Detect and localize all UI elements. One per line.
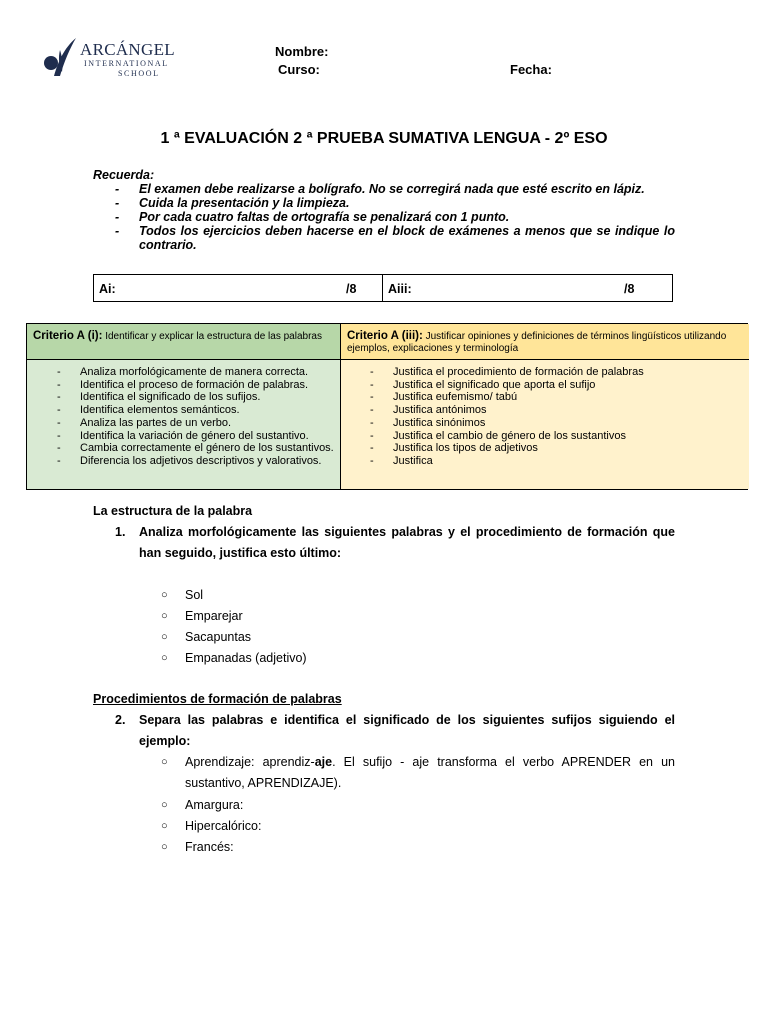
list-item-text: Justifica xyxy=(393,454,433,467)
list-item: - Diferencia los adjetivos descriptivos y valorativos. xyxy=(57,454,322,467)
arcangel-logo-icon xyxy=(40,36,80,78)
list-item-text: Identifica la variación de género del sustantivo. xyxy=(80,429,309,442)
list-item-text: Emparejar xyxy=(185,609,243,623)
criteria-right-list xyxy=(341,366,749,468)
list-item-text: Por cada cuatro faltas de ortografía se penalizará con 1 punto. xyxy=(139,210,510,224)
question-2 xyxy=(93,710,675,752)
example-suffix: aje xyxy=(314,755,333,769)
criteria-left-body xyxy=(27,360,341,489)
list-item-text: Sol xyxy=(185,588,204,602)
list-item: - El examen debe realizarse a bolígrafo. No se corregirá nada que esté escrito en lápiz. xyxy=(115,182,645,196)
list-item-text: Analiza morfológicamente de manera correcta. xyxy=(80,366,309,378)
list-item: - Justifica eufemismo/ tabú xyxy=(370,391,518,404)
list-item-text: Amargura: xyxy=(185,798,244,812)
circle-bullet-icon: ○ xyxy=(161,610,168,622)
list-item-text: Justifica el cambio de género de los sustantivos xyxy=(393,429,626,442)
circle-bullet-icon: ○ xyxy=(161,589,168,601)
school-logo xyxy=(40,36,180,82)
list-item-text: Justifica el significado que aporta el sufijo xyxy=(393,378,596,391)
list-item xyxy=(93,627,675,648)
list-item: - Cambia correctamente el género de los sustantivos. xyxy=(57,442,334,455)
list-item: - Justifica el cambio de género de los sustantivos xyxy=(370,429,626,442)
logo-name: ARCÁNGEL xyxy=(80,40,175,59)
list-item-text: Justifica el procedimiento de formación de palabras xyxy=(393,366,644,378)
example-pre: Aprendizaje: aprendiz- xyxy=(185,755,315,769)
criteria-right-title: Criterio A (iii): xyxy=(347,330,423,342)
curso-label: Curso: xyxy=(278,62,320,77)
list-item xyxy=(93,585,675,606)
recuerda-list xyxy=(93,182,675,252)
score-ai-label: Ai: xyxy=(99,282,116,296)
list-item-text: Diferencia los adjetivos descriptivos y valorativos. xyxy=(80,454,322,467)
list-item xyxy=(93,816,675,837)
example-item xyxy=(93,752,675,794)
section-1-title: La estructura de la palabra xyxy=(93,504,253,518)
list-item-text: Identifica elementos semánticos. xyxy=(80,404,240,417)
question-1-number: 1. xyxy=(115,525,126,539)
list-item-text: Justifica eufemismo/ tabú xyxy=(393,391,518,404)
score-table xyxy=(93,274,673,302)
example-post: . El sufijo - aje transforma el verbo APRENDER en un sustantivo, APRENDIZAJE). xyxy=(185,755,675,790)
list-item: - Identifica el significado de los sufijos. xyxy=(57,391,261,404)
criteria-table xyxy=(26,323,748,490)
criteria-left-desc: Identificar y explicar la estructura de las palabras xyxy=(105,331,322,342)
list-item: - Justifica el procedimiento de formación de palabras xyxy=(370,366,644,378)
circle-bullet-icon: ○ xyxy=(161,841,168,853)
list-item-text: Cuida la presentación y la limpieza. xyxy=(139,196,350,210)
list-item xyxy=(93,795,675,816)
question-2-number: 2. xyxy=(115,713,126,727)
logo-subtitle-1: INTERNATIONAL xyxy=(84,59,169,68)
criteria-right-desc: Justificar opiniones y definiciones de términos lingüísticos utilizando ejemplos, explicaciones y terminología xyxy=(347,331,727,354)
circle-bullet-icon: ○ xyxy=(161,652,168,664)
score-cell-aiii xyxy=(383,275,672,301)
list-item-text: Sacapuntas xyxy=(185,630,252,644)
section-2-title: Procedimientos de formación de palabras xyxy=(93,692,342,706)
list-item-text: Empanadas (adjetivo) xyxy=(185,651,307,665)
list-item-text: Todos los ejercicios deben hacerse en el block de exámenes a menos que se indique lo contrario. xyxy=(139,224,675,252)
criteria-left-list xyxy=(27,366,340,468)
question-1-text: Analiza morfológicamente las siguientes palabras y el procedimiento de formación que han seguido, justifica esto último: xyxy=(139,525,675,560)
logo-subtitle-2: SCHOOL xyxy=(118,69,160,78)
question-2-text: Separa las palabras e identifica el significado de los siguientes sufijos siguiendo el ejemplo: xyxy=(139,713,675,748)
list-item-text: Justifica sinónimos xyxy=(393,416,486,429)
list-item xyxy=(93,606,675,627)
nombre-label: Nombre: xyxy=(275,44,329,59)
list-item-text: Identifica el proceso de formación de palabras. xyxy=(80,378,309,391)
circle-bullet-icon: ○ xyxy=(161,756,168,768)
criteria-left-title: Criterio A (i): xyxy=(33,330,103,342)
example-text xyxy=(93,752,675,794)
list-item-text: El examen debe realizarse a bolígrafo. No se corregirá nada que esté escrito en lápiz. xyxy=(139,182,645,196)
list-item: - Justifica sinónimos xyxy=(370,416,486,429)
recuerda-heading: Recuerda: xyxy=(93,168,155,182)
list-item-text: Francés: xyxy=(185,840,234,854)
list-item: - Justifica los tipos de adjetivos xyxy=(370,442,538,455)
list-item: - Justifica xyxy=(370,454,433,467)
circle-bullet-icon: ○ xyxy=(161,631,168,643)
criteria-left-header xyxy=(27,324,341,360)
criteria-right-body xyxy=(341,360,749,489)
list-item xyxy=(93,837,675,858)
list-item-text: Justifica antónimos xyxy=(393,404,487,417)
list-item: - Cuida la presentación y la limpieza. xyxy=(115,196,350,210)
list-item: - Analiza morfológicamente de manera correcta. xyxy=(57,366,309,378)
list-item-text: Identifica el significado de los sufijos. xyxy=(80,391,261,404)
recuerda-block xyxy=(93,168,675,252)
fecha-label: Fecha: xyxy=(510,62,552,77)
list-item: - Identifica la variación de género del sustantivo. xyxy=(57,429,309,442)
list-item-text: Cambia correctamente el género de los sustantivos. xyxy=(80,442,334,455)
list-item-text: Hipercalórico: xyxy=(185,819,262,833)
list-item: - Todos los ejercicios deben hacerse en el block de exámenes a menos que se indique lo contrario. xyxy=(115,224,675,252)
score-ai-max: /8 xyxy=(346,282,357,296)
page-title: 1 ª EVALUACIÓN 2 ª PRUEBA SUMATIVA LENGUA - 2º ESO xyxy=(160,130,608,147)
question-1 xyxy=(93,522,675,564)
list-item: - Por cada cuatro faltas de ortografía se penalizará con 1 punto. xyxy=(115,210,510,224)
list-item xyxy=(93,648,675,669)
list-item: - Identifica el proceso de formación de palabras. xyxy=(57,378,309,391)
list-item: - Identifica elementos semánticos. xyxy=(57,404,240,417)
criteria-right-header xyxy=(341,324,749,360)
score-cell-ai xyxy=(94,275,383,301)
circle-bullet-icon: ○ xyxy=(161,820,168,832)
list-item: - Justifica el significado que aporta el sufijo xyxy=(370,378,596,391)
list-item: - Justifica antónimos xyxy=(370,404,487,417)
list-item-text: Justifica los tipos de adjetivos xyxy=(393,442,538,455)
list-item-text: Analiza las partes de un verbo. xyxy=(80,416,232,429)
score-aiii-label: Aiii: xyxy=(388,282,412,296)
list-item: - Analiza las partes de un verbo. xyxy=(57,416,232,429)
score-aiii-max: /8 xyxy=(624,282,635,296)
circle-bullet-icon: ○ xyxy=(161,799,168,811)
